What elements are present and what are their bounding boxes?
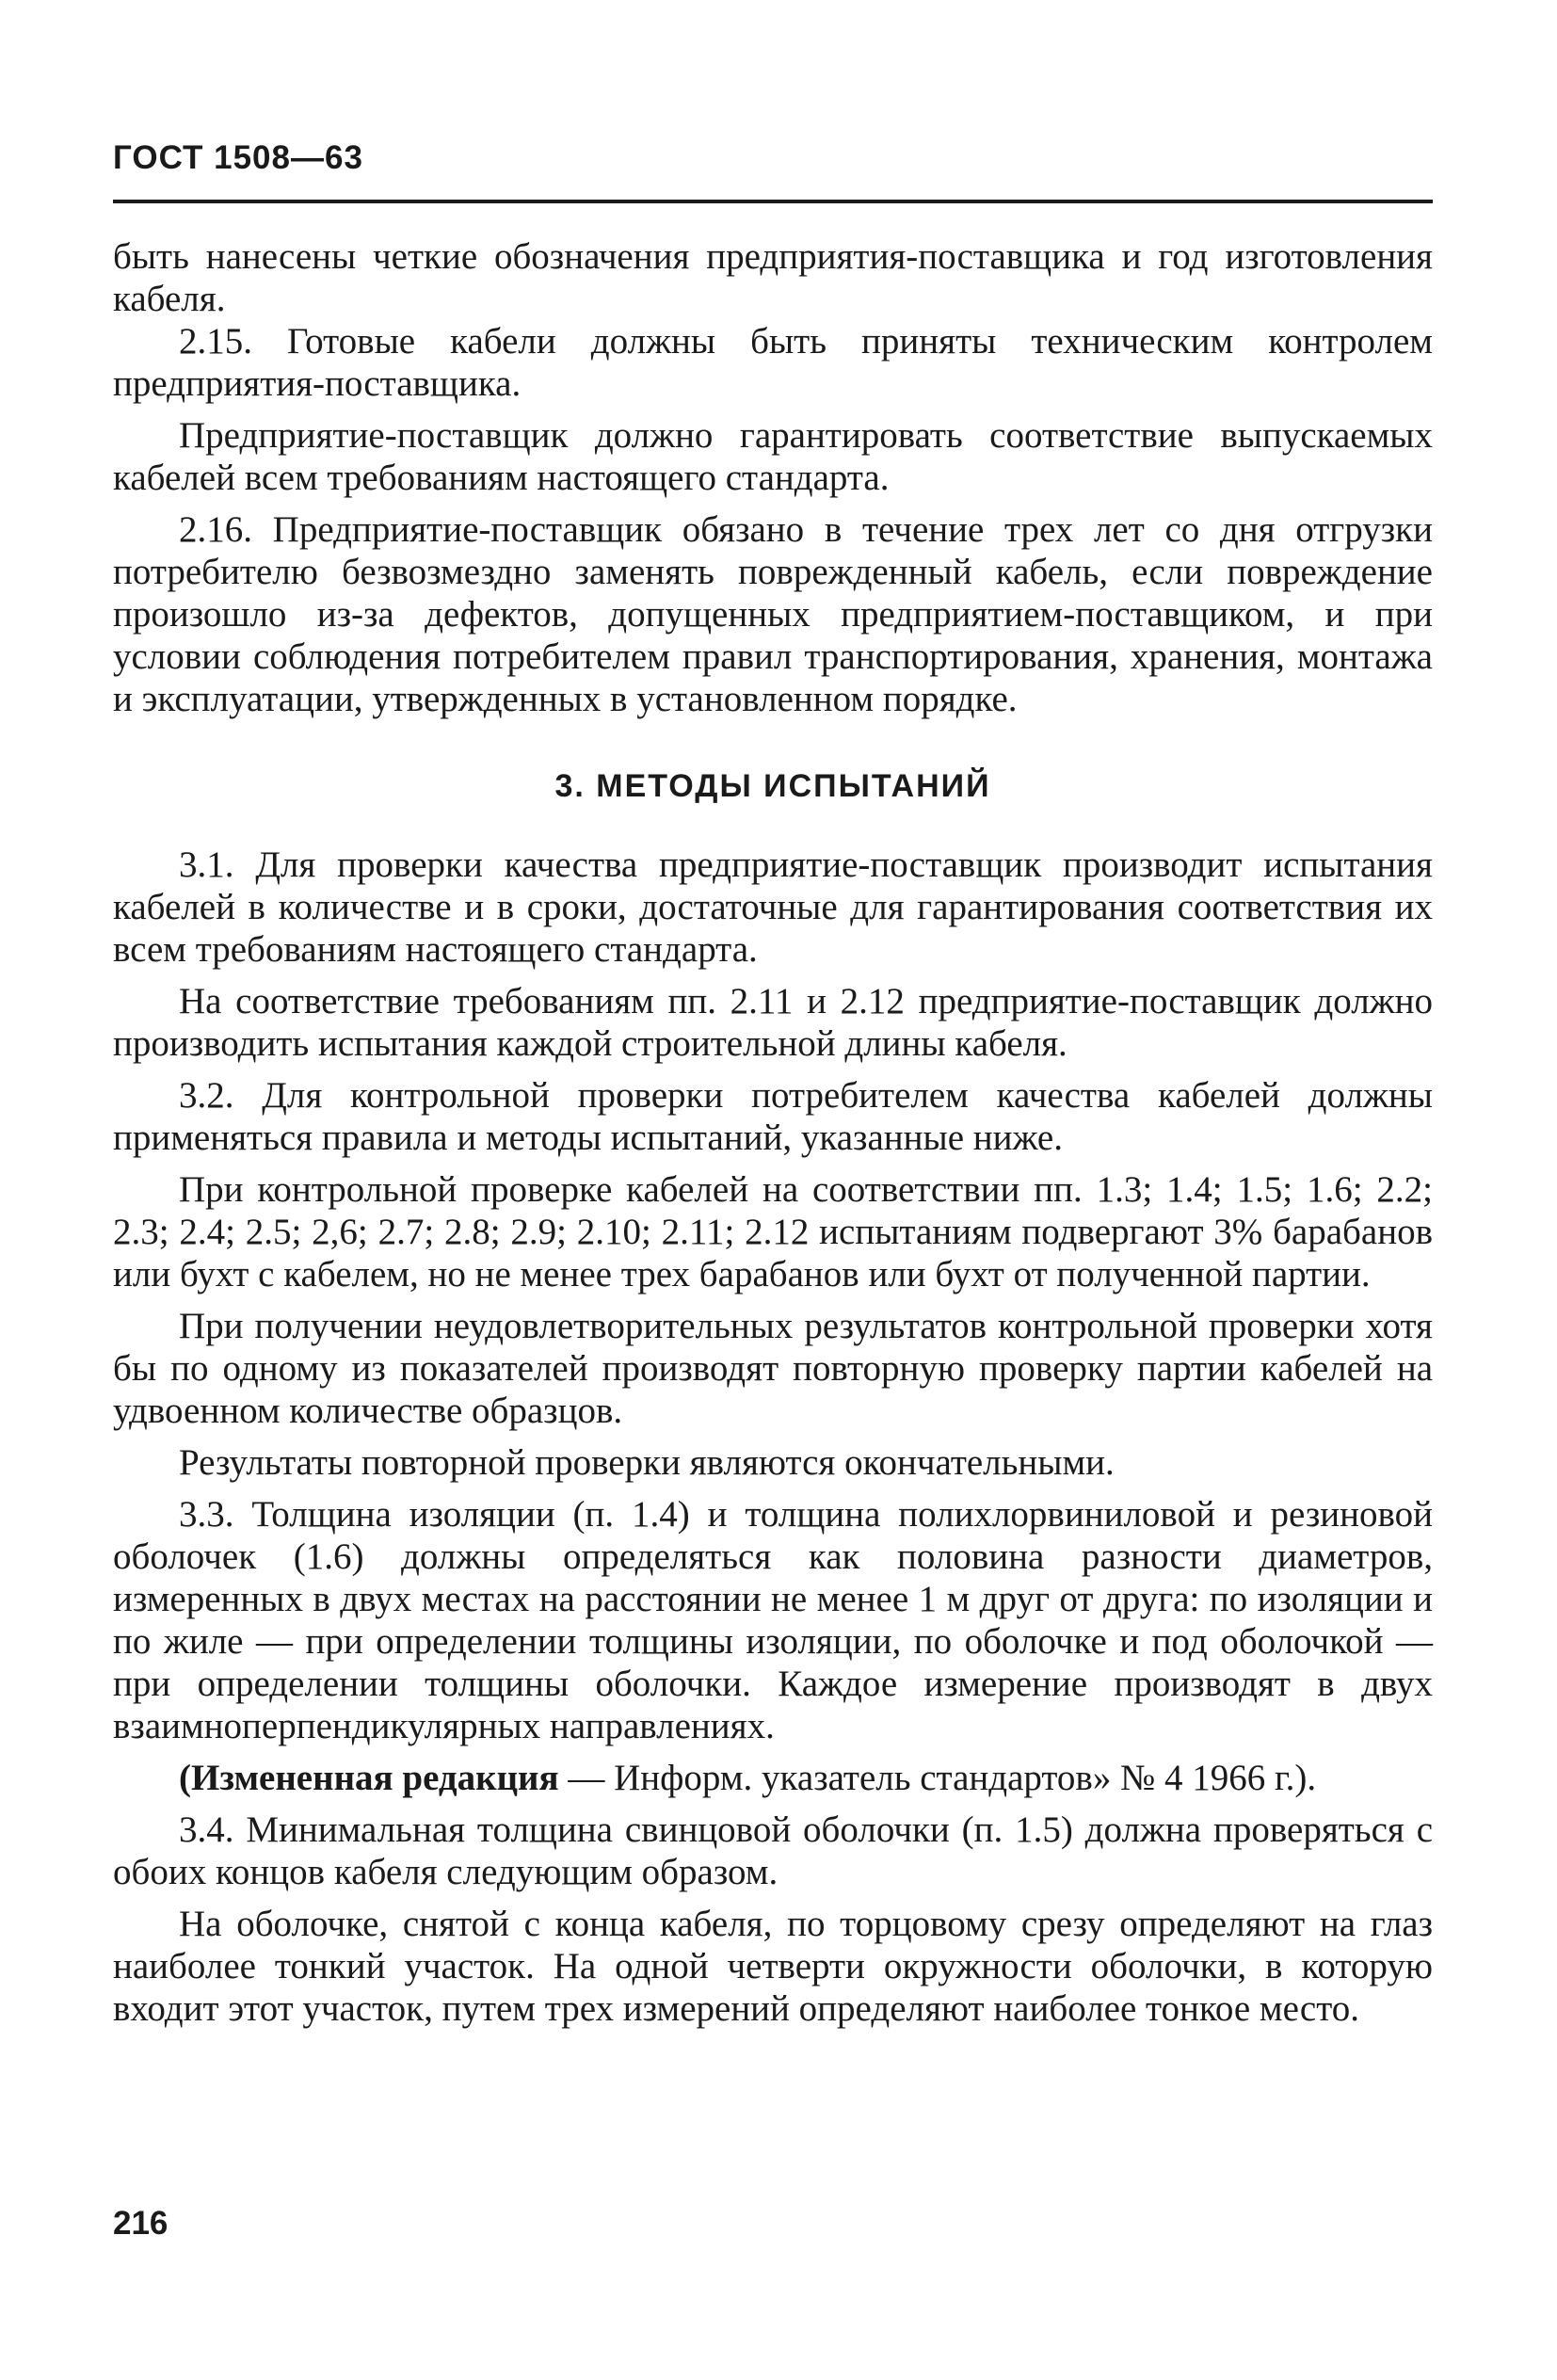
paragraph-2-16: 2.16. Предприятие-поставщик обязано в течение трех лет со дня отгрузки потребителю безвозмездно заменять поврежденный кабель, если повреждение произошло из-за дефектов, допущенных предприятием-поставщиком, и при условии соблюдения потребителем правил транспортирования, хранения, монтажа и эксплуатации, утвержденных в установленном порядке. <box>113 509 1433 719</box>
paragraph-3-1-compliance: На соответствие требованиям пп. 2.11 и 2.12 предприятие-поставщик должно производить испытания каждой строительной длины кабеля. <box>113 981 1433 1064</box>
paragraph-3-2-final: Результаты повторной проверки являются окончательными. <box>179 1442 1115 1483</box>
paragraph-3-3: 3.3. Толщина изоляции (п. 1.4) и толщина полихлорвиниловой и резиновой оболочек (1.6) должны определяться как половина разности диаметров, измеренных в двух местах на расстоянии не менее 1 м друг от друга: по изоляции и по жиле — при определении толщины изоляции, по оболочке и под оболочкой — при определении толщины оболочки. Каждое измерение производят в двух взаимноперпендикулярных направлениях. <box>113 1494 1433 1746</box>
paragraph-continuation: быть нанесены четкие обозначения предприятия-поставщика и год изготовления кабеля. <box>113 236 1433 319</box>
paragraph-2-15: 2.15. Готовые кабели должны быть приняты техническим контролем предприятия-поставщика. <box>113 321 1433 404</box>
page-number: 216 <box>113 2205 169 2242</box>
page-header-title: ГОСТ 1508—63 <box>113 139 363 176</box>
amendment-source: — Информ. указатель стандартов» № 4 1966 г.). <box>558 1758 1317 1798</box>
paragraph-3-2-sampling: При контрольной проверке кабелей на соответствии пп. 1.3; 1.4; 1.5; 1.6; 2.2; 2.3; 2.4; 2.5; 2,6; 2.7; 2.8; 2.9; 2.10; 2.11; 2.12 испытаниям подвергают 3% барабанов или бухт с кабелем, но не менее трех барабанов или бухт от полученной партии. <box>113 1169 1433 1295</box>
paragraph-3-4: 3.4. Минимальная толщина свинцовой оболочки (п. 1.5) должна проверяться с обоих концов кабеля следующим образом. <box>113 1809 1433 1892</box>
paragraph-3-4-procedure: На оболочке, снятой с конца кабеля, по торцовому срезу определяют на глаз наиболее тонкий участок. На одной четверти окружности оболочки, в которую входит этот участок, путем трех измерений определяют наиболее тонкое место. <box>113 1904 1433 2029</box>
amendment-label: (Измененная редакция <box>179 1758 559 1798</box>
amendment-note <box>113 1757 1433 1799</box>
paragraph-3-2: 3.2. Для контрольной проверки потребителем качества кабелей должны применяться правила и методы испытаний, указанные ниже. <box>113 1075 1433 1158</box>
section-heading: 3. МЕТОДЫ ИСПЫТАНИЙ <box>554 768 991 804</box>
paragraph-3-1: 3.1. Для проверки качества предприятие-поставщик производит испытания кабелей в количестве и в сроки, достаточные для гарантирования соответствия их всем требованиям настоящего стандарта. <box>113 844 1433 970</box>
paragraph-3-2-retest: При получении неудовлетворительных результатов контрольной проверки хотя бы по одному из показателей производят повторную проверку партии кабелей на удвоенном количестве образцов. <box>113 1306 1433 1431</box>
paragraph-supplier-guarantee: Предприятие-поставщик должно гарантировать соответствие выпускаемых кабелей всем требованиям настоящего стандарта. <box>113 415 1433 498</box>
header-rule <box>113 200 1433 203</box>
page-body <box>113 235 1433 2030</box>
